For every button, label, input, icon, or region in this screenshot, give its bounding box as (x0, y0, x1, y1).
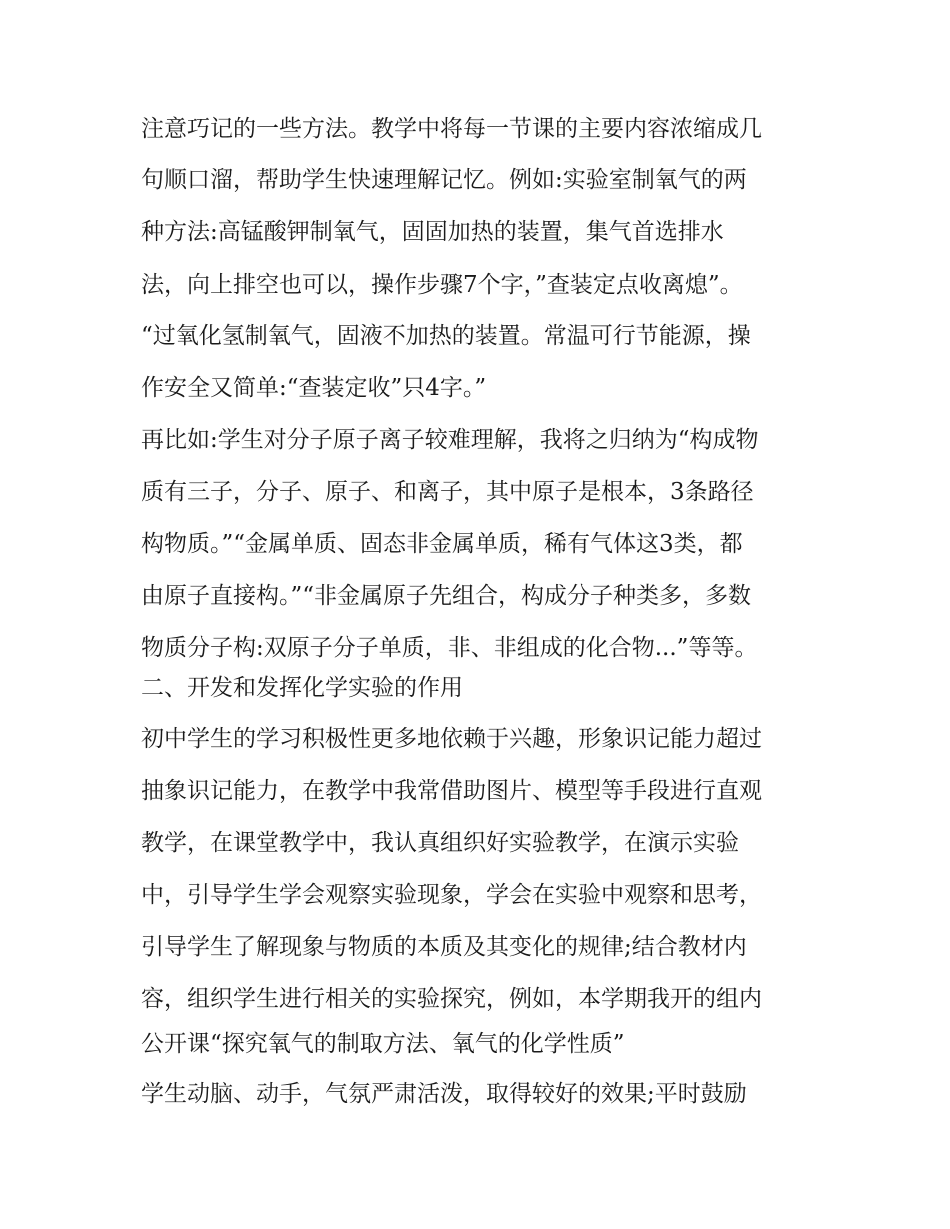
text-line: 注意巧记的一些方法。教学中将每一节课的主要内容浓缩成几 (141, 116, 762, 142)
text-line: 句顺口溜，帮助学生快速理解记忆。例如:实验室制氧气的两 (141, 167, 747, 193)
text-line: 再比如:学生对分子原子离子较难理解，我将之归纳为“构成物 (141, 427, 759, 453)
text-line: 学生动脑、动手，气氛严肃活泼，取得较好的效果;平时鼓励 (141, 1081, 747, 1107)
text-line: 作安全又简单:“查装定收”只4字。” (141, 375, 487, 401)
text-line: “过氧化氢制氧气，固液不加热的装置。常温可行节能源，操 (141, 323, 751, 349)
text-line: 物质分子构:双原子分子单质，非、非组成的化合物...”等等。 (141, 635, 758, 661)
text-line: 构物质。”“金属单质、固态非金属单质，稀有气体这3类，都 (141, 531, 743, 557)
section-heading: 二、开发和发挥化学实验的作用 (141, 675, 463, 701)
text-line: 公开课“探究氧气的制取方法、氧气的化学性质” (141, 1031, 625, 1057)
text-line: 引导学生了解现象与物质的本质及其变化的规律;结合教材内 (141, 934, 747, 960)
text-line: 教学，在课堂教学中，我认真组织好实验教学，在演示实验 (141, 830, 739, 856)
text-line: 容，组织学生进行相关的实验探究，例如，本学期我开的组内 (141, 986, 762, 1012)
text-line: 中，引导学生学会观察实验现象，学会在实验中观察和思考， (141, 882, 762, 908)
text-line: 质有三子，分子、原子、和离子，其中原子是根本，3条路径 (141, 479, 754, 505)
text-line: 初中学生的学习积极性更多地依赖于兴趣，形象识记能力超过 (141, 726, 762, 752)
text-line: 由原子直接构。”“非金属原子先组合，构成分子种类多，多数 (141, 583, 752, 609)
text-line: 种方法:高锰酸钾制氧气，固固加热的装置，集气首选排水 (141, 219, 724, 245)
text-line: 法，向上排空也可以，操作步骤7个字，”查装定点收离熄”。 (141, 272, 743, 298)
text-line: 抽象识记能力，在教学中我常借助图片、模型等手段进行直观 (141, 778, 762, 804)
